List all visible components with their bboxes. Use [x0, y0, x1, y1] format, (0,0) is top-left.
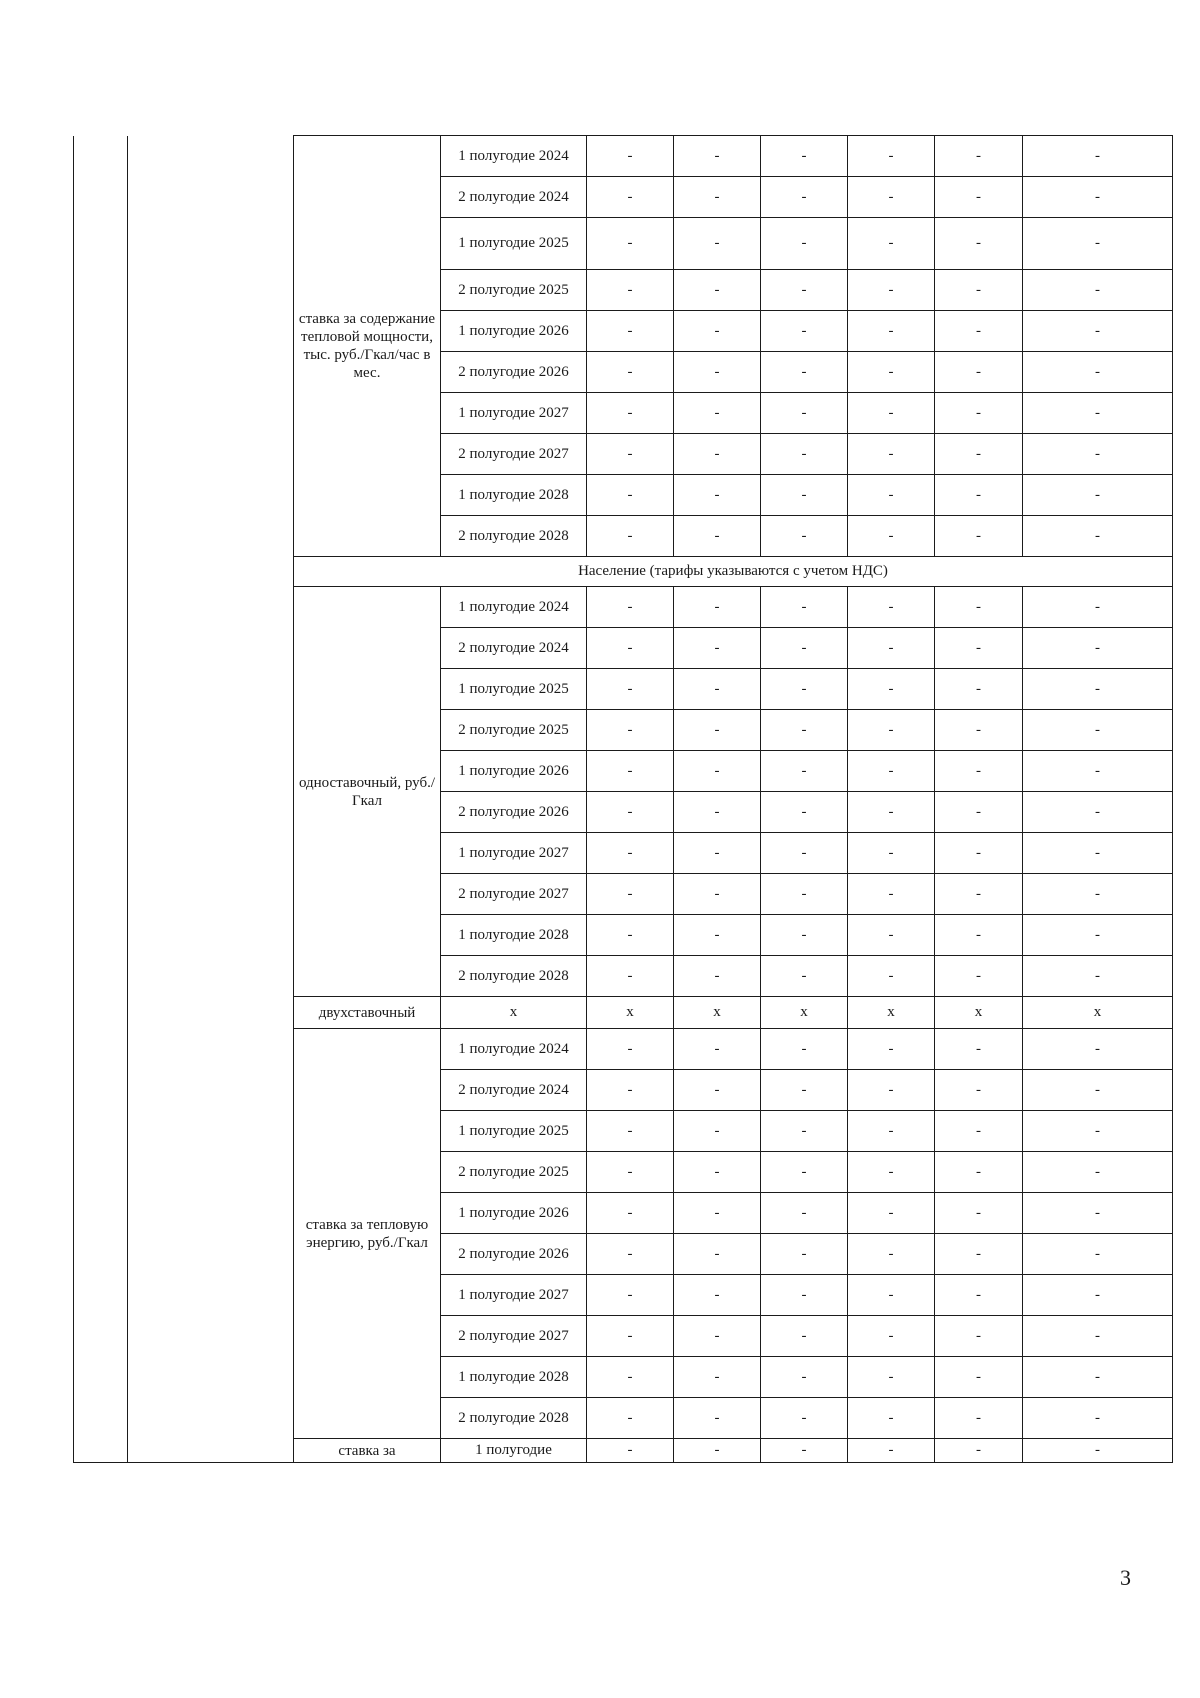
value-cell: -: [848, 311, 935, 352]
value-cell: -: [674, 956, 761, 997]
period-cell: 2 полугодие 2025: [441, 1152, 587, 1193]
value-cell: -: [674, 270, 761, 311]
value-cell: -: [761, 516, 848, 557]
value-cell: -: [587, 311, 674, 352]
value-cell: -: [761, 833, 848, 874]
value-cell: -: [935, 1316, 1023, 1357]
value-cell: -: [848, 1316, 935, 1357]
value-cell: -: [935, 874, 1023, 915]
value-cell: -: [848, 1234, 935, 1275]
value-cell: -: [674, 475, 761, 516]
blank-column-2: [128, 136, 294, 1463]
period-cell: x: [441, 997, 587, 1029]
value-cell: -: [587, 1357, 674, 1398]
value-cell: -: [935, 1357, 1023, 1398]
value-cell: -: [761, 311, 848, 352]
value-cell: -: [674, 1193, 761, 1234]
value-cell: -: [848, 475, 935, 516]
value-cell: -: [848, 1193, 935, 1234]
value-cell: -: [674, 587, 761, 628]
value-cell: -: [935, 792, 1023, 833]
value-cell: -: [587, 915, 674, 956]
period-cell: 2 полугодие 2028: [441, 956, 587, 997]
value-cell: -: [848, 874, 935, 915]
value-cell: -: [848, 434, 935, 475]
value-cell: -: [761, 915, 848, 956]
value-cell: -: [848, 1398, 935, 1439]
value-cell: -: [674, 792, 761, 833]
value-cell: -: [1023, 1398, 1173, 1439]
value-cell: -: [674, 1070, 761, 1111]
value-cell: -: [761, 218, 848, 270]
value-cell: -: [674, 669, 761, 710]
value-cell: -: [674, 1316, 761, 1357]
value-cell: -: [935, 475, 1023, 516]
period-cell: 1 полугодие 2027: [441, 1275, 587, 1316]
value-cell: -: [674, 915, 761, 956]
value-cell: -: [761, 628, 848, 669]
period-cell: 2 полугодие 2026: [441, 352, 587, 393]
value-cell: -: [761, 956, 848, 997]
value-cell: -: [935, 1439, 1023, 1463]
value-cell: -: [587, 710, 674, 751]
period-cell: 1 полугодие 2028: [441, 1357, 587, 1398]
value-cell: -: [674, 751, 761, 792]
value-cell: -: [587, 1234, 674, 1275]
value-cell: -: [587, 874, 674, 915]
value-cell: -: [1023, 1029, 1173, 1070]
page-number: 3: [1120, 1565, 1131, 1590]
value-cell: -: [761, 751, 848, 792]
value-cell: -: [587, 1111, 674, 1152]
value-cell: -: [761, 393, 848, 434]
value-cell: -: [1023, 516, 1173, 557]
value-cell: -: [761, 1275, 848, 1316]
value-cell: -: [1023, 1439, 1173, 1463]
value-cell: -: [587, 393, 674, 434]
value-cell: -: [1023, 1316, 1173, 1357]
value-cell: -: [848, 833, 935, 874]
value-cell: -: [848, 1439, 935, 1463]
period-cell: 1 полугодие 2025: [441, 669, 587, 710]
value-cell: -: [1023, 311, 1173, 352]
tariff-table: [73, 135, 1173, 1463]
value-cell: -: [1023, 270, 1173, 311]
value-cell: -: [587, 1193, 674, 1234]
value-cell: -: [848, 218, 935, 270]
value-cell: -: [761, 1070, 848, 1111]
period-cell: 2 полугодие 2027: [441, 434, 587, 475]
value-cell: -: [1023, 393, 1173, 434]
value-cell: -: [935, 710, 1023, 751]
value-cell: -: [761, 874, 848, 915]
period-cell: 1 полугодие 2027: [441, 393, 587, 434]
period-cell: 2 полугодие 2028: [441, 1398, 587, 1439]
period-cell: 1 полугодие 2025: [441, 1111, 587, 1152]
value-cell: x: [761, 997, 848, 1029]
value-cell: -: [848, 516, 935, 557]
value-cell: -: [935, 352, 1023, 393]
value-cell: -: [848, 270, 935, 311]
value-cell: -: [935, 587, 1023, 628]
value-cell: -: [1023, 1152, 1173, 1193]
value-cell: -: [848, 136, 935, 177]
value-cell: -: [848, 751, 935, 792]
value-cell: -: [674, 1275, 761, 1316]
value-cell: -: [674, 311, 761, 352]
value-cell: -: [761, 136, 848, 177]
value-cell: -: [935, 270, 1023, 311]
value-cell: -: [674, 218, 761, 270]
value-cell: -: [848, 628, 935, 669]
value-cell: -: [1023, 352, 1173, 393]
period-cell: 1 полугодие 2024: [441, 1029, 587, 1070]
value-cell: -: [848, 1111, 935, 1152]
value-cell: -: [1023, 177, 1173, 218]
value-cell: -: [674, 1357, 761, 1398]
value-cell: -: [761, 710, 848, 751]
value-cell: -: [674, 516, 761, 557]
value-cell: x: [587, 997, 674, 1029]
value-cell: -: [1023, 628, 1173, 669]
period-cell: 2 полугодие 2026: [441, 1234, 587, 1275]
value-cell: -: [587, 1398, 674, 1439]
value-cell: -: [674, 710, 761, 751]
value-cell: -: [848, 393, 935, 434]
value-cell: -: [587, 177, 674, 218]
value-cell: -: [935, 1070, 1023, 1111]
value-cell: -: [674, 434, 761, 475]
value-cell: -: [1023, 710, 1173, 751]
period-cell: 2 полугодие 2024: [441, 177, 587, 218]
value-cell: -: [674, 177, 761, 218]
period-cell: 1 полугодие 2027: [441, 833, 587, 874]
value-cell: -: [848, 352, 935, 393]
value-cell: -: [587, 587, 674, 628]
value-cell: -: [935, 218, 1023, 270]
value-cell: -: [674, 833, 761, 874]
value-cell: x: [1023, 997, 1173, 1029]
period-cell: 2 полугодие 2027: [441, 1316, 587, 1357]
value-cell: -: [761, 792, 848, 833]
value-cell: -: [935, 628, 1023, 669]
value-cell: -: [1023, 874, 1173, 915]
value-cell: -: [587, 751, 674, 792]
period-cell: 1 полугодие 2028: [441, 475, 587, 516]
value-cell: -: [1023, 1111, 1173, 1152]
value-cell: -: [1023, 1357, 1173, 1398]
value-cell: -: [1023, 751, 1173, 792]
period-cell: 2 полугодие 2024: [441, 1070, 587, 1111]
value-cell: -: [587, 352, 674, 393]
value-cell: -: [674, 1439, 761, 1463]
value-cell: -: [935, 1029, 1023, 1070]
value-cell: -: [1023, 1275, 1173, 1316]
table-row: [74, 136, 1173, 177]
value-cell: -: [935, 1398, 1023, 1439]
tariff-type-label: одноставочный, руб./Гкал: [294, 587, 441, 997]
value-cell: x: [674, 997, 761, 1029]
value-cell: -: [587, 792, 674, 833]
value-cell: -: [1023, 915, 1173, 956]
tariff-type-label: ставка за тепловую энергию, руб./Гкал: [294, 1029, 441, 1439]
value-cell: x: [935, 997, 1023, 1029]
value-cell: -: [674, 1152, 761, 1193]
value-cell: -: [761, 1316, 848, 1357]
period-cell: 1 полугодие 2028: [441, 915, 587, 956]
tariff-type-label: ставка за: [294, 1439, 441, 1463]
value-cell: -: [761, 669, 848, 710]
value-cell: -: [761, 352, 848, 393]
value-cell: -: [1023, 218, 1173, 270]
value-cell: -: [848, 1070, 935, 1111]
value-cell: -: [674, 1111, 761, 1152]
value-cell: -: [587, 1029, 674, 1070]
period-cell: 2 полугодие 2025: [441, 710, 587, 751]
value-cell: -: [587, 956, 674, 997]
value-cell: -: [587, 1152, 674, 1193]
value-cell: -: [935, 1152, 1023, 1193]
value-cell: -: [1023, 587, 1173, 628]
value-cell: -: [848, 710, 935, 751]
value-cell: -: [935, 1111, 1023, 1152]
value-cell: -: [674, 136, 761, 177]
value-cell: -: [761, 587, 848, 628]
value-cell: -: [674, 393, 761, 434]
value-cell: -: [848, 956, 935, 997]
period-cell: 1 полугодие 2026: [441, 751, 587, 792]
value-cell: -: [761, 434, 848, 475]
value-cell: -: [848, 669, 935, 710]
tariff-type-label: двухставочный: [294, 997, 441, 1029]
period-cell: 2 полугодие 2026: [441, 792, 587, 833]
value-cell: -: [935, 915, 1023, 956]
value-cell: -: [674, 1029, 761, 1070]
value-cell: -: [935, 434, 1023, 475]
value-cell: -: [1023, 1193, 1173, 1234]
value-cell: -: [761, 1111, 848, 1152]
period-cell: 1 полугодие 2026: [441, 311, 587, 352]
value-cell: -: [587, 1275, 674, 1316]
section-header: Население (тарифы указываются с учетом НДС): [294, 557, 1173, 587]
period-cell: 2 полугодие 2028: [441, 516, 587, 557]
value-cell: -: [587, 136, 674, 177]
value-cell: -: [935, 956, 1023, 997]
value-cell: -: [935, 1275, 1023, 1316]
value-cell: -: [848, 1357, 935, 1398]
value-cell: -: [848, 915, 935, 956]
value-cell: -: [935, 136, 1023, 177]
tariff-type-label: ставка за содержание тепловой мощности, тыс. руб./Гкал/час в мес.: [294, 136, 441, 557]
value-cell: -: [587, 270, 674, 311]
value-cell: -: [761, 1398, 848, 1439]
value-cell: -: [935, 751, 1023, 792]
value-cell: -: [674, 1398, 761, 1439]
value-cell: -: [761, 475, 848, 516]
value-cell: -: [761, 177, 848, 218]
period-cell: 1 полугодие 2024: [441, 587, 587, 628]
period-cell: 1 полугодие: [441, 1439, 587, 1463]
value-cell: -: [848, 1152, 935, 1193]
value-cell: -: [761, 1234, 848, 1275]
value-cell: -: [1023, 136, 1173, 177]
value-cell: -: [935, 311, 1023, 352]
value-cell: -: [587, 1070, 674, 1111]
value-cell: -: [848, 1029, 935, 1070]
value-cell: -: [848, 792, 935, 833]
value-cell: -: [935, 393, 1023, 434]
value-cell: -: [935, 1234, 1023, 1275]
value-cell: -: [1023, 1070, 1173, 1111]
value-cell: -: [935, 669, 1023, 710]
value-cell: -: [1023, 792, 1173, 833]
value-cell: -: [761, 1193, 848, 1234]
value-cell: -: [1023, 434, 1173, 475]
value-cell: -: [1023, 475, 1173, 516]
value-cell: -: [1023, 669, 1173, 710]
value-cell: -: [674, 628, 761, 669]
value-cell: -: [587, 628, 674, 669]
value-cell: -: [587, 833, 674, 874]
value-cell: -: [761, 1357, 848, 1398]
value-cell: -: [761, 1439, 848, 1463]
value-cell: -: [848, 587, 935, 628]
value-cell: -: [674, 874, 761, 915]
value-cell: -: [587, 1316, 674, 1357]
value-cell: -: [587, 218, 674, 270]
period-cell: 2 полугодие 2024: [441, 628, 587, 669]
period-cell: 1 полугодие 2024: [441, 136, 587, 177]
value-cell: -: [761, 1029, 848, 1070]
value-cell: -: [935, 516, 1023, 557]
value-cell: -: [761, 1152, 848, 1193]
value-cell: -: [587, 1439, 674, 1463]
value-cell: x: [848, 997, 935, 1029]
value-cell: -: [935, 833, 1023, 874]
value-cell: -: [1023, 833, 1173, 874]
value-cell: -: [761, 270, 848, 311]
value-cell: -: [935, 1193, 1023, 1234]
blank-column-1: [74, 136, 128, 1463]
value-cell: -: [848, 177, 935, 218]
value-cell: -: [587, 669, 674, 710]
value-cell: -: [935, 177, 1023, 218]
period-cell: 2 полугодие 2025: [441, 270, 587, 311]
period-cell: 2 полугодие 2027: [441, 874, 587, 915]
value-cell: -: [587, 434, 674, 475]
value-cell: -: [674, 352, 761, 393]
value-cell: -: [1023, 1234, 1173, 1275]
period-cell: 1 полугодие 2026: [441, 1193, 587, 1234]
value-cell: -: [587, 475, 674, 516]
value-cell: -: [674, 1234, 761, 1275]
value-cell: -: [587, 516, 674, 557]
value-cell: -: [1023, 956, 1173, 997]
period-cell: 1 полугодие 2025: [441, 218, 587, 270]
value-cell: -: [848, 1275, 935, 1316]
